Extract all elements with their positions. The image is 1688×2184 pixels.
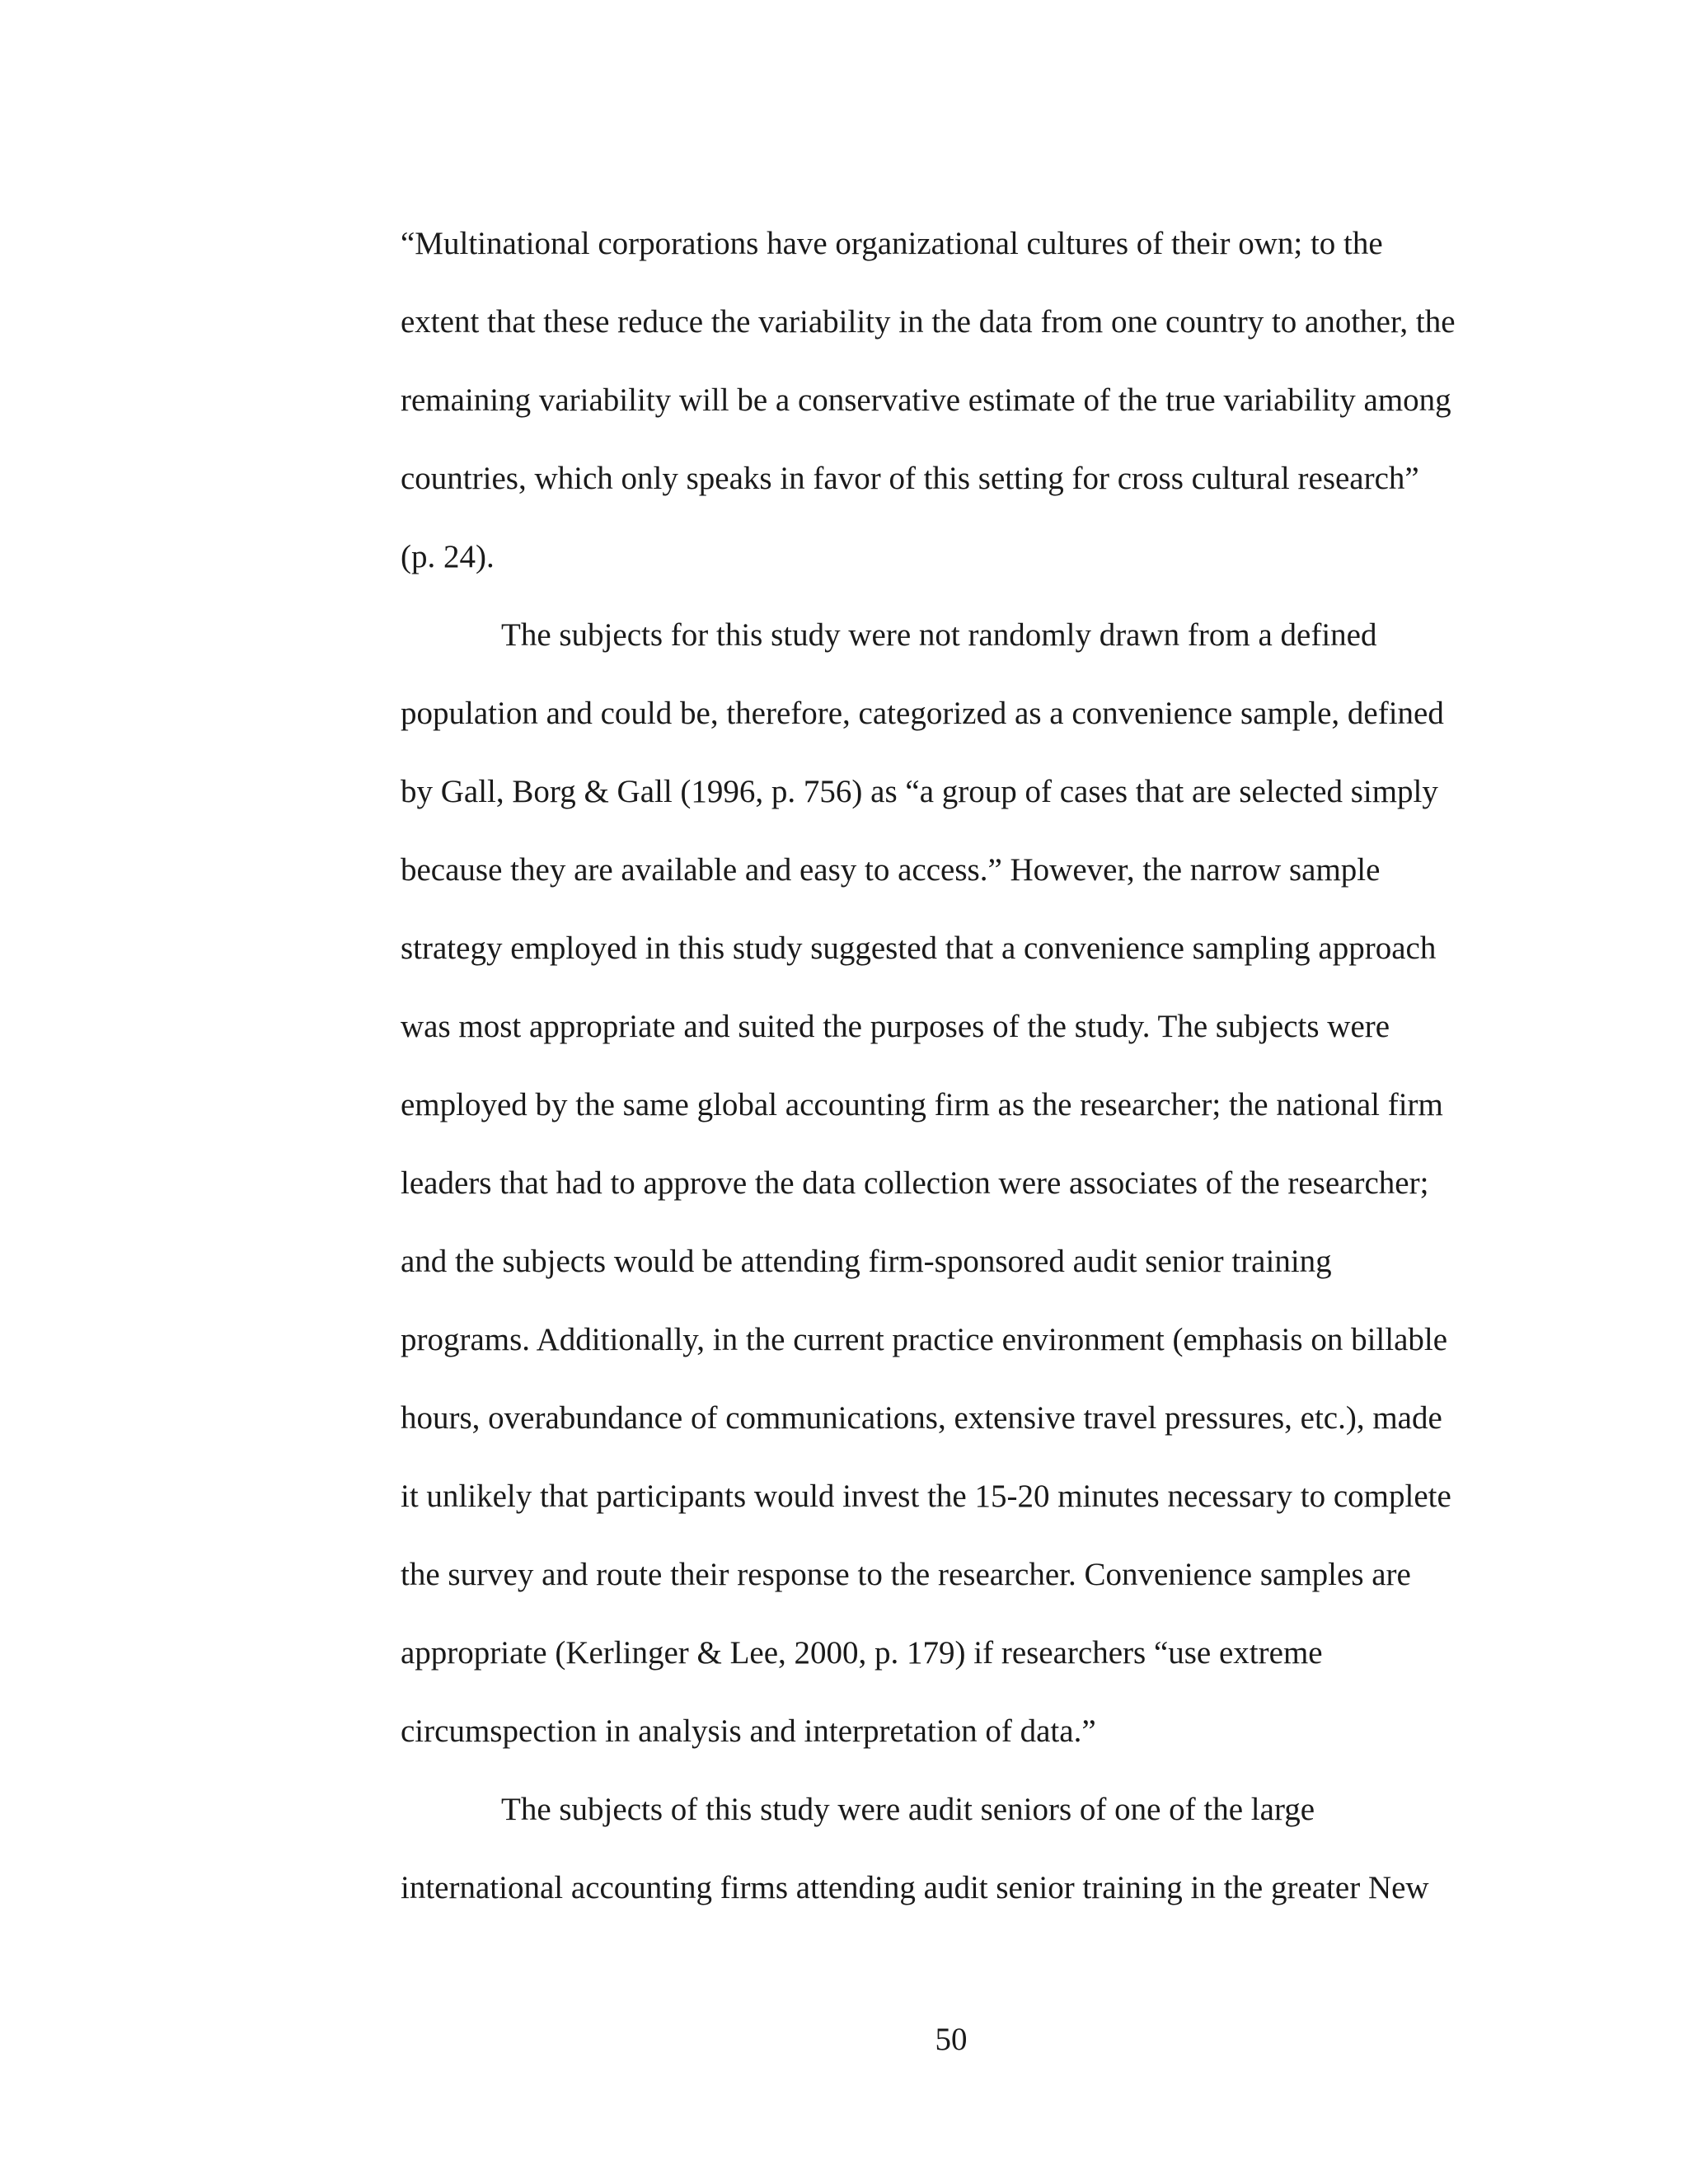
text-line: and the subjects would be attending firm-sponsored audit senior training	[401, 1244, 1332, 1279]
paragraph-first-line: The subjects of this study were audit seniors of one of the large	[501, 1792, 1315, 1827]
text-line: the survey and route their response to the researcher. Convenience samples are	[401, 1557, 1411, 1592]
text-line: international accounting firms attending audit senior training in the greater New	[401, 1870, 1429, 1905]
text-line: (p. 24).	[401, 539, 495, 574]
body-text	[401, 214, 1505, 1937]
text-line: employed by the same global accounting firm as the researcher; the national firm	[401, 1087, 1443, 1122]
text-line: extent that these reduce the variability in the data from one country to another, the	[401, 304, 1456, 340]
text-line: strategy employed in this study suggested that a convenience sampling approach	[401, 930, 1437, 966]
text-line: because they are available and easy to access.” However, the narrow sample	[401, 852, 1381, 888]
text-line: by Gall, Borg & Gall (1996, p. 756) as “a group of cases that are selected simply	[401, 774, 1438, 809]
text-line: remaining variability will be a conservative estimate of the true variability among	[401, 382, 1451, 418]
text-line: hours, overabundance of communications, extensive travel pressures, etc.), made	[401, 1400, 1442, 1436]
text-line: population and could be, therefore, categorized as a convenience sample, defined	[401, 696, 1444, 731]
text-line: was most appropriate and suited the purposes of the study. The subjects were	[401, 1009, 1390, 1044]
text-line: “Multinational corporations have organizational cultures of their own; to the	[401, 226, 1383, 261]
page-number: 50	[935, 2022, 968, 2057]
text-line: it unlikely that participants would invest the 15-20 minutes necessary to complete	[401, 1479, 1451, 1514]
text-line: appropriate (Kerlinger & Lee, 2000, p. 179) if researchers “use extreme	[401, 1635, 1323, 1671]
text-line: countries, which only speaks in favor of this setting for cross cultural research”	[401, 461, 1419, 496]
text-line: programs. Additionally, in the current practice environment (emphasis on billable	[401, 1322, 1448, 1357]
paragraph-first-line: The subjects for this study were not randomly drawn from a defined	[501, 617, 1377, 653]
text-line: circumspection in analysis and interpretation of data.”	[401, 1713, 1096, 1749]
text-line: leaders that had to approve the data collection were associates of the researcher;	[401, 1165, 1429, 1201]
